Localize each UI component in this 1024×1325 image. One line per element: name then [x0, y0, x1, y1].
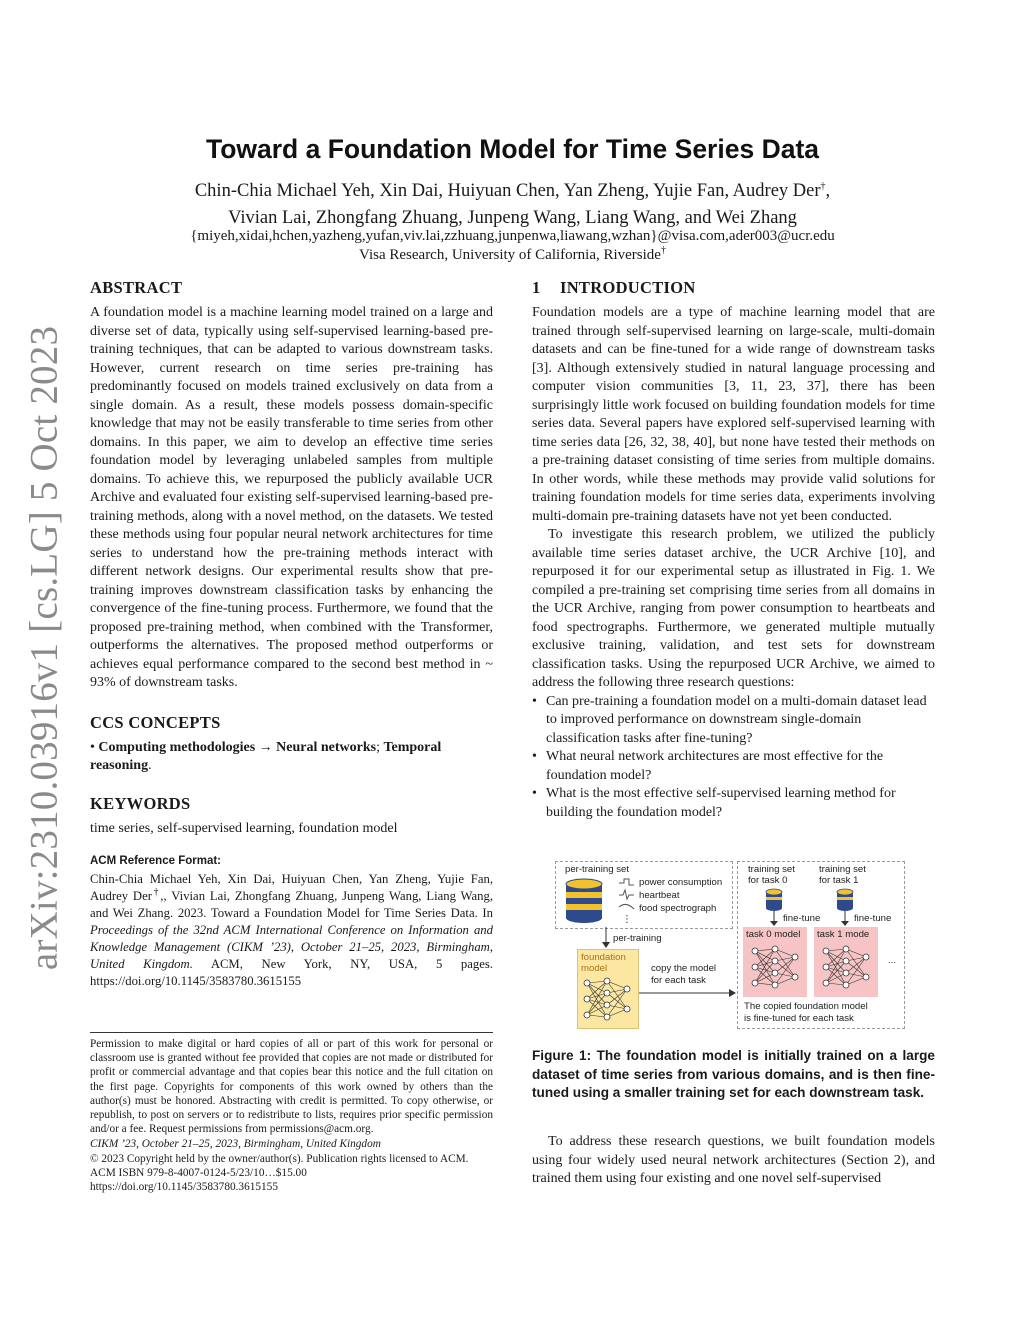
author-line-1-tail: , [825, 181, 831, 201]
task-1-model-label: task 1 mode [817, 929, 870, 940]
intro-number: 1 [532, 278, 541, 297]
finetune-arrow-0-icon [768, 911, 780, 927]
left-column [90, 278, 493, 990]
task-0-model-label: task 0 model [746, 929, 801, 940]
affiliation-mark: † [660, 245, 666, 256]
domain-waveform-icons [617, 877, 637, 917]
ccs-bullet: • [90, 739, 95, 755]
acm-ref-authors: Chin-Chia Michael Yeh, Xin Dai, Huiyuan Chen, Yan Zheng, Yujie Fan, Audrey Der [90, 871, 493, 903]
intro-paragraph-2: To investigate this research problem, we utilized the publicly available time series dataset archive, the UCR Archive [10], and repurposed it for our experimental setup as illustrated in Fig. 1. We compiled a pre-training set comprising time series from all domains in the UCR Archive, ranging from power consumption to heartbeats and food spectrographs. Furthermore, we generated multiple mutually exclusive training, validation, and test sets for downstream classification tasks. Using the repurposed UCR Archive, we aimed to address the following three research questions: [532, 527, 935, 690]
abstract-text: A foundation model is a machine learning model trained on a large and diverse set of data, typically using self-supervised learning-based pre-training techniques, that can be adapted to various downstream tasks. However, current research on time series pre-training has predominantly focused on models trained exclusively on data from a single domain. As a result, these models possess domain-specific knowledge that may not be easily transferable to time series from other domains. In this paper, we aim to develop an effective time series foundation model by leveraging unlabeled samples from multiple domains. To achieve this, we repurposed the publicly available UCR Archive and evaluated four existing self-supervised learning-based pre-training methods, along with a novel method, on the datasets. We tested these methods using four popular neural network architectures for time series to understand how the pre-training methods interact with different network designs. Our experimental results show that pre-training improves downstream classification tasks by enhancing the convergence of the fine-tuning process. Furthermore, we found that the proposed pre-training method, when combined with the Transformer, outperforms the alternatives. The proposed method outperforms or achieves equal performance compared to the second best method in ~ 93% of downstream tasks. [90, 305, 493, 690]
author-emails: {miyeh,xidai,hchen,yazheng,yufan,viv.lai,zzhuang,junpenwa,liawang,wzhan}@visa.com,ader003@ucr.edu [190, 228, 835, 244]
acm-ref-authors-tail: ,, Vivian Lai, Zhongfang Zhuang, Junpeng Wang, Liang Wang, and Wei Zhang. 2023. Toward a Foundation Model for Time Series Data. In [90, 888, 493, 920]
ccs-end: . [148, 758, 152, 773]
permission-block [90, 1032, 493, 1194]
affiliation-text: Visa Research, University of California, Riverside [359, 247, 661, 263]
intro-heading-text: INTRODUCTION [560, 278, 696, 297]
training-set-1-database-icon [836, 888, 856, 912]
conference-line [90, 1137, 493, 1151]
pretraining-arrow-label: per-training [613, 933, 662, 944]
pretraining-arrow-icon [600, 927, 612, 949]
task-1-network-icon [820, 943, 874, 995]
footnote-rule [90, 1032, 493, 1033]
paper-title: Toward a Foundation Model for Time Series Data [205, 134, 820, 164]
list-item: • Can pre-training a foundation model on a multi-domain dataset lead to improved performance on downstream single-domain classification tasks after fine-tuning? [532, 693, 935, 749]
abstract-heading: ABSTRACT [90, 278, 183, 297]
author-list [90, 178, 935, 232]
figure-caption: Figure 1: The foundation model is initially trained on a large dataset of time series from various domains, and is then fine-tuned using a smaller training set for each downstream task. [532, 1048, 935, 1100]
pretraining-set-label: per-training set [565, 864, 629, 875]
conference-text: CIKM ’23, October 21–25, 2023, Birmingham, United Kingdom [90, 1138, 381, 1151]
acm-ref-doi: ACM, New York, NY, USA, 5 pages. https://doi.org/10.1145/3583780.3615155 [90, 956, 493, 988]
pretraining-database-icon [565, 878, 605, 924]
finetune-note-1: The copied foundation model [744, 1001, 868, 1012]
ccs-heading: CCS CONCEPTS [90, 712, 221, 732]
copyright-line: © 2023 Copyright held by the owner/author(s). Publication rights licensed to ACM. [90, 1152, 469, 1165]
more-domains-icon: ⋮ [622, 914, 632, 925]
list-item: • What is the most effective self-supervised learning method for building the foundation model? [532, 785, 935, 822]
ccs-concept-2: Neural networks [276, 739, 377, 755]
training-set-0-database-icon [765, 888, 785, 912]
finetune-label-0: fine-tune [783, 913, 821, 924]
intro-heading [532, 278, 935, 298]
author-affiliation [90, 245, 935, 265]
finetune-label-1: fine-tune [854, 913, 892, 924]
training-set-1-label-2: for task 1 [819, 875, 859, 886]
acm-reference-heading: ACM Reference Format: [90, 855, 221, 867]
domain-heartbeat: heartbeat [639, 890, 680, 901]
acm-reference [90, 852, 493, 990]
intro-continuation [532, 1133, 935, 1189]
author-line-2: Vivian Lai, Zhongfang Zhuang, Junpeng Wang, Liang Wang, and Wei Zhang [228, 208, 797, 228]
domain-food: food spectrograph [639, 903, 717, 914]
domain-power: power consumption [639, 877, 723, 888]
right-column [532, 278, 935, 822]
doi-line: https://doi.org/10.1145/3583780.3615155 [90, 1181, 278, 1194]
neural-network-icon [581, 975, 633, 1025]
intro-paragraph-3: To address these research questions, we built foundation models using four widely used neural network architectures (Section 2), and trained them using four existing and one novel self-supervised [532, 1134, 935, 1186]
training-set-1-label-1: training set [819, 864, 866, 875]
list-item: • What neural network architectures are most effective for the foundation model? [532, 748, 935, 785]
ccs-arrow: → [258, 739, 273, 755]
ccs-separator: ; [376, 739, 380, 755]
training-set-0-label-1: training set [748, 864, 795, 875]
figure-caption-block [532, 1047, 935, 1103]
copy-arrow-icon [639, 987, 739, 999]
figure-1 [555, 855, 915, 1035]
keywords-text: time series, self-supervised learning, foundation model [90, 820, 398, 836]
permission-text: Permission to make digital or hard copies of all or part of this work for personal or classroom use is granted without fee provided that copies are not made or distributed for profit or commercial advantage and that copies bear this notice and the full citation on the first page. Copyrights for components of this work owned by others than the author(s) must be honored. Abstracting with credit is permitted. To copy otherwise, or republish, to post on servers or to redistribute to lists, requires prior specific permission and/or a fee. Request permissions from permissions@acm.org. [90, 1038, 493, 1136]
task-0-network-icon [749, 943, 803, 995]
more-tasks-icon: ... [888, 955, 896, 966]
foundation-model-label-1: foundation [581, 952, 626, 963]
acm-ref-venue: Proceedings of the 32nd ACM International Conference on Information and Knowledge Management (CIKM ’23), October 21–25, 2023, Birmingham, United Kingdom. [90, 922, 493, 971]
ccs-concepts [90, 739, 493, 776]
foundation-model-label-2: model [581, 963, 608, 974]
author-mark: † [820, 180, 826, 192]
intro-paragraph-1: Foundation models are a type of machine learning model that are trained through self-supervised learning on large-scale, multi-domain datasets and can be fine-tuned for a wide range of downstream tasks [3]. Although extensively studied in natural language processing and computer vision communities [3, 11, 23, 37], there has been surprisingly little work focused on building foundation models for time series data. Several papers have explored self-supervised learning with time series data [26, 32, 38, 40], but none have tested their methods on a pre-training dataset consisting of time series from multiple domains. In other words, while these methods may provide valid solutions for training foundation models for time series data, experiments involving multi-domain pre-training datasets have not yet been conducted. [532, 305, 935, 524]
acm-reference-text [90, 871, 493, 990]
ccs-concept-1: Computing methodologies [98, 739, 256, 755]
copy-model-label-1: copy the model [651, 963, 717, 974]
author-line-1: Chin-Chia Michael Yeh, Xin Dai, Huiyuan Chen, Yan Zheng, Yujie Fan, Audrey Der [194, 181, 821, 201]
arxiv-stamp: arXiv:2310.03916v1 [cs.LG] 5 Oct 2023 [22, 325, 66, 971]
finetune-arrow-1-icon [839, 911, 851, 927]
ccs-concept-3: Temporal reasoning [90, 739, 442, 773]
research-questions [532, 693, 935, 823]
acm-ref-mark: † [151, 886, 161, 898]
copy-model-label-2: for each task [651, 975, 706, 986]
training-set-0-label-2: for task 0 [748, 875, 788, 886]
keywords-heading: KEYWORDS [90, 793, 191, 813]
isbn-line: ACM ISBN 979-8-4007-0124-5/23/10…$15.00 [90, 1166, 307, 1179]
finetune-note-2: is fine-tuned for each task [744, 1013, 854, 1024]
